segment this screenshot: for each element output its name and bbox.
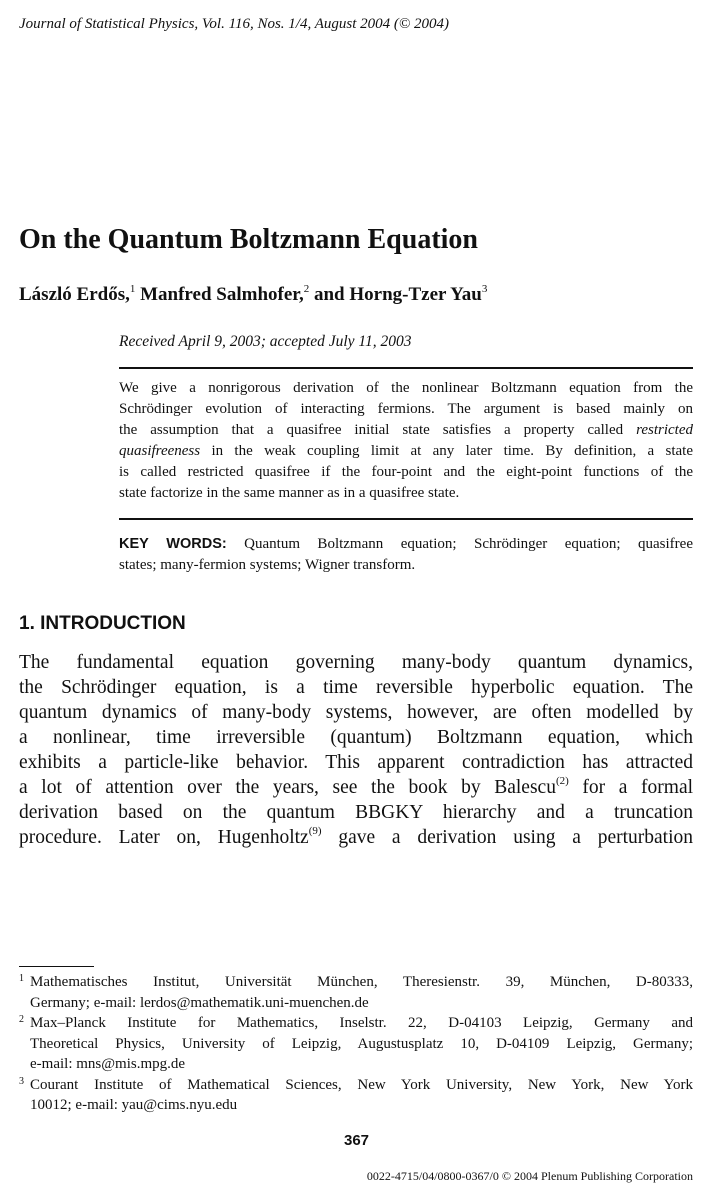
keywords-line: KEY WORDS: Quantum Boltzmann equation; Schrödinger equation; quasifree [119, 536, 693, 552]
body-line: procedure. Later on, Hugenholtz$^{(9)}$ gave a derivation using a perturbation [19, 825, 693, 848]
abstract-top-rule [119, 367, 693, 369]
footnote-line: e-mail: mns@mis.mpg.de [30, 1056, 186, 1072]
footnote-line: Max–Planck Institute for Mathematics, Inselstr. 22, D-04103 Leipzig, Germany and [30, 1015, 693, 1031]
introduction-text [19, 650, 693, 850]
body-line: The fundamental equation governing many-body quantum dynamics, [19, 652, 693, 673]
footnotes [19, 972, 693, 1116]
abstract [119, 378, 693, 504]
footnote-mark: 1 [19, 973, 24, 984]
abstract-line: Schrödinger evolution of interacting fermions. The argument is based mainly on [119, 401, 693, 417]
keywords-label: KEY WORDS: [119, 536, 227, 552]
author-affiliation-mark: 3 [481, 283, 488, 295]
footnote-line: Germany; e-mail: lerdos@mathematik.uni-muenchen.de [30, 994, 369, 1011]
body-line: a nonlinear, time irreversible (quantum) Boltzmann equation, which [19, 727, 693, 748]
italic-term: restricted [636, 422, 694, 438]
copyright-line: 0022-4715/04/0800-0367/0 © 2004 Plenum Publishing Corporation [366, 1169, 693, 1183]
author-name: and Horng-Tzer Yau [313, 284, 482, 305]
page-number: 367 [343, 1132, 370, 1149]
body-line: quantum dynamics of many-body systems, however, are often modelled by [19, 702, 693, 723]
abstract-line: is called restricted quasifree if the four-point and the eight-point functions of the [119, 464, 693, 480]
journal-header: Journal of Statistical Physics, Vol. 116, Nos. 1/4, August 2004 (© 2004) [19, 16, 449, 32]
abstract-line: We give a nonrigorous derivation of the nonlinear Boltzmann equation from the [119, 380, 693, 396]
author-name: László Erdős, [19, 284, 130, 305]
footnote [19, 1075, 693, 1116]
footnote-line: 10012; e-mail: yau@cims.nyu.edu [30, 1097, 238, 1113]
citation-ref: (2) [555, 775, 569, 787]
footnote-line: Mathematisches Institut, Universität München, Theresienstr. 39, München, D-80333, [30, 974, 693, 990]
abstract-line: quasifreeness in the weak coupling limit at any later time. By definition, a state [119, 443, 694, 459]
keywords-line: states; many-fermion systems; Wigner transform. [119, 557, 416, 573]
italic-term: quasifreeness [119, 443, 201, 459]
abstract-line: state factorize in the same manner as in a quasifree state. [119, 485, 460, 501]
abstract-line: the assumption that a quasifree initial state satisfies a property called restricted [119, 422, 694, 438]
abstract-bottom-rule [119, 518, 693, 520]
footnote-mark: 2 [19, 1014, 24, 1025]
author-affiliation-mark: 1 [129, 283, 136, 295]
paper-title: On the Quantum Boltzmann Equation [19, 224, 478, 255]
footnote-line: Theoretical Physics, University of Leipzig, Augustusplatz 10, D-04109 Leipzig, Germany; [30, 1035, 693, 1052]
keywords [119, 534, 693, 576]
section-heading: 1. INTRODUCTION [19, 613, 186, 634]
footnote-rule [19, 966, 94, 967]
footnote-mark: 3 [19, 1075, 24, 1087]
citation-ref: (9) [308, 825, 322, 837]
body-line: exhibits a particle-like behavior. This apparent contradiction has attracted [19, 752, 693, 773]
received-dates: Received April 9, 2003; accepted July 11, 2003 [119, 333, 412, 350]
body-line: the Schrödinger equation, is a time reversible hyperbolic equation. The [19, 677, 693, 698]
footnote [19, 1013, 693, 1075]
footnote [19, 972, 693, 1013]
body-line: derivation based on the quantum BBGKY hierarchy and a truncation [19, 802, 693, 823]
footnote-line: Courant Institute of Mathematical Sciences, New York University, New York, New York [30, 1076, 693, 1093]
body-line: a lot of attention over the years, see the book by Balescu$^{(2)}$ for a formal [19, 775, 694, 798]
author-affiliation-mark: 2 [303, 283, 310, 295]
author-list [19, 283, 487, 306]
author-name: Manfred Salmhofer, [140, 284, 304, 305]
